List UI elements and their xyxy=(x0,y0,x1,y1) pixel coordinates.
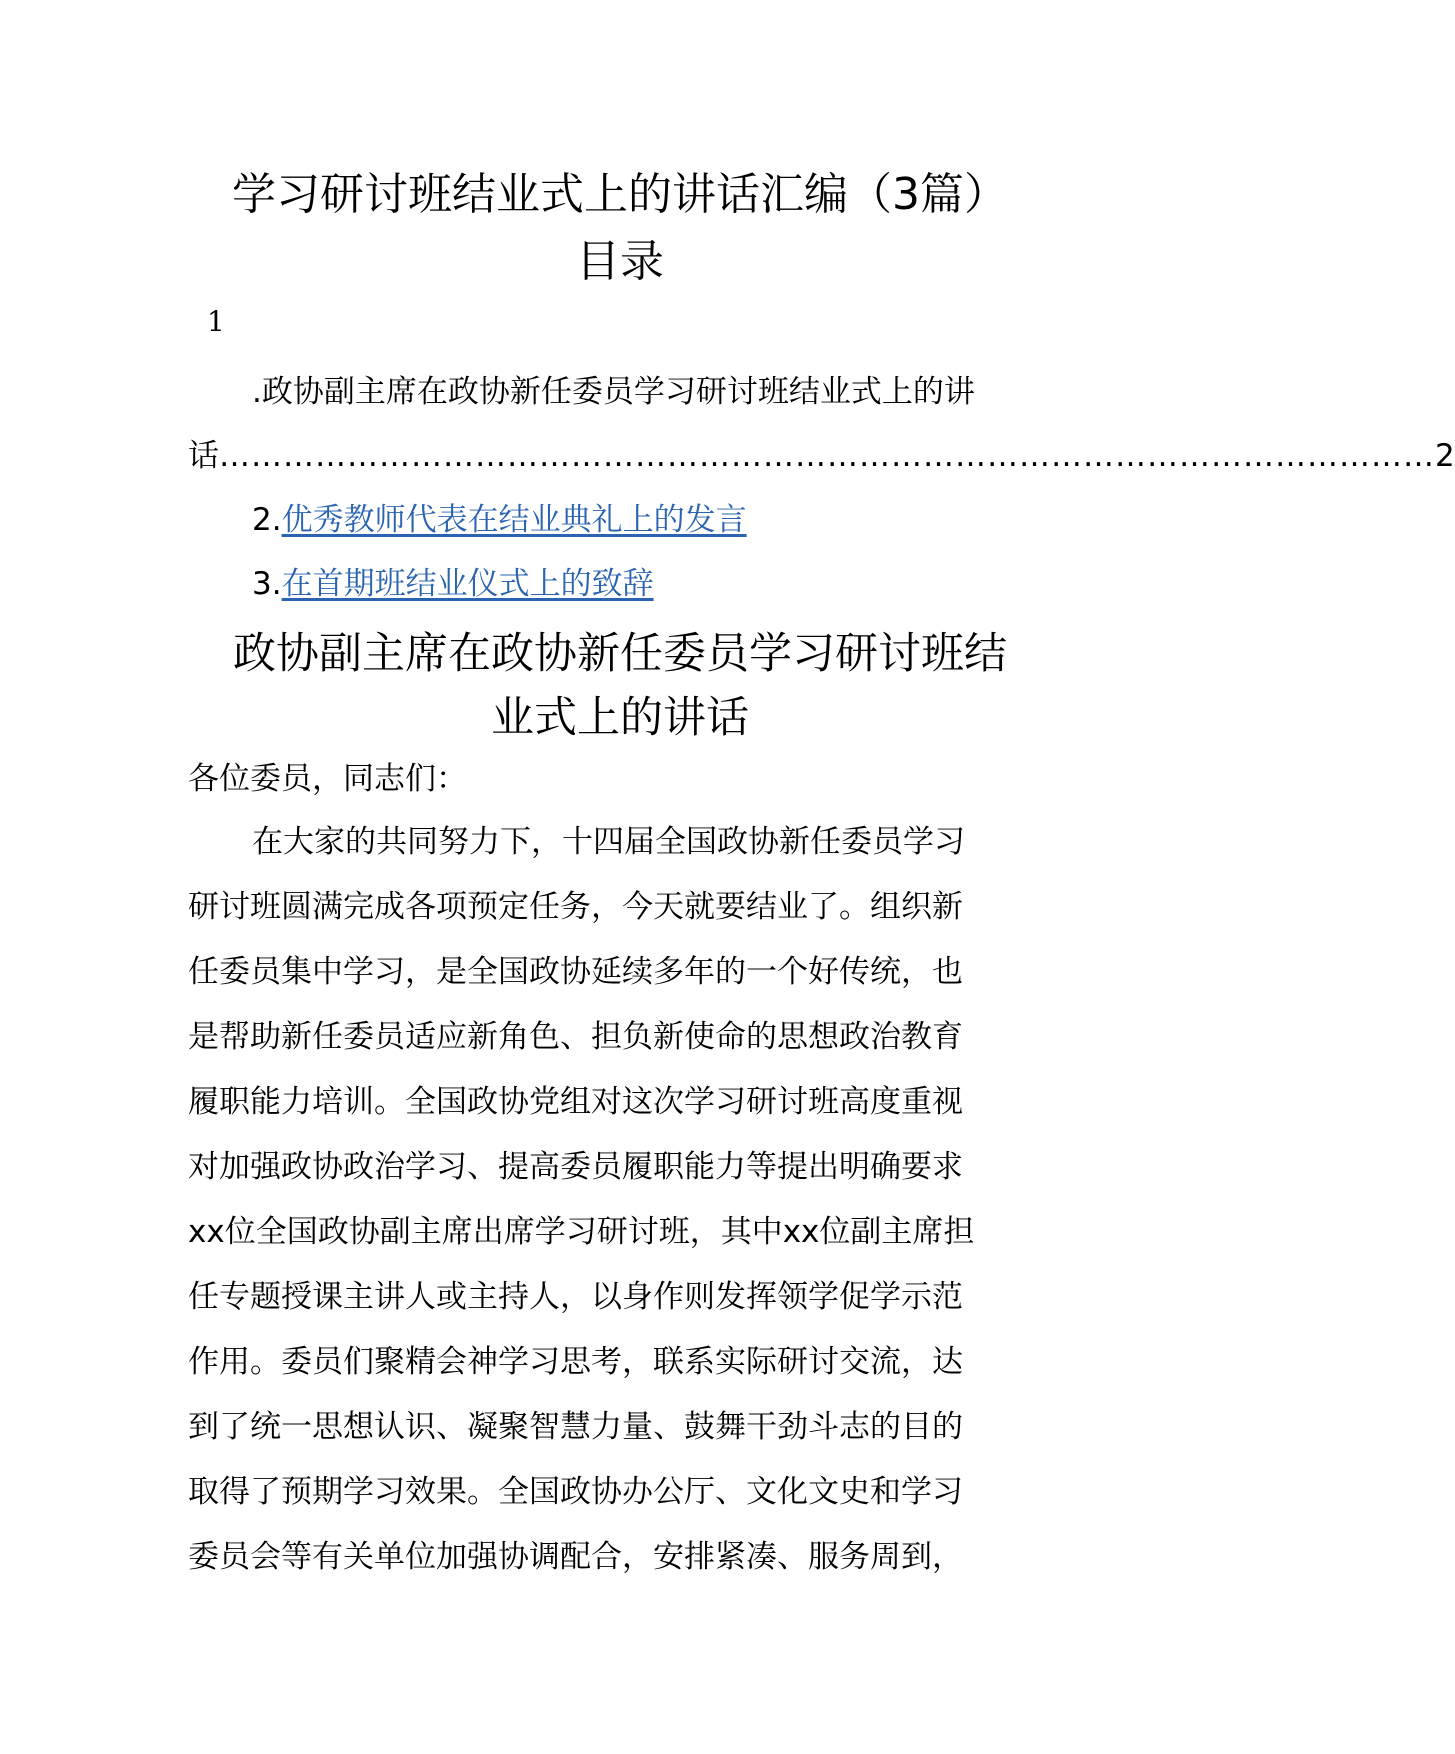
body-line: 任委员集中学习，是全国政协延续多年的一个好传统，也 xyxy=(188,954,963,990)
toc-item-2 xyxy=(252,498,747,542)
section-title-continued: 业式上的讲话 xyxy=(491,693,749,743)
toc-item-2-link[interactable]: 优秀教师代表在结业典礼上的发言 xyxy=(281,502,747,538)
toc-item-1-text-end: 话 xyxy=(188,438,219,474)
body-line: 任专题授课主讲人或主持人，以身作则发挥领学促学示范 xyxy=(188,1279,963,1315)
body-line: 对加强政协政治学习、提高委员履职能力等提出明确要求 xyxy=(188,1149,963,1185)
toc-item-3-link[interactable]: 在首期班结业仪式上的致辞 xyxy=(281,566,654,602)
toc-heading: 目录 xyxy=(576,236,664,287)
toc-item-1-page: 2 xyxy=(1435,438,1455,474)
toc-item-3 xyxy=(252,562,654,606)
toc-item-2-prefix: 2. xyxy=(252,502,282,538)
toc-item-1-text[interactable]: .政协副主席在政协新任委员学习研讨班结业式上的讲 xyxy=(252,374,975,410)
toc-item-1-continuation[interactable] xyxy=(188,434,1455,478)
document-title: 学习研讨班结业式上的讲话汇编（3篇） xyxy=(232,169,1008,220)
toc-item-3-prefix: 3. xyxy=(252,566,282,602)
toc-item-1-number: 1 xyxy=(207,305,225,338)
body-line: 履职能力培训。全国政协党组对这次学习研讨班高度重视 xyxy=(188,1084,963,1120)
body-line: 委员会等有关单位加强协调配合，安排紧凑、服务周到， xyxy=(188,1539,963,1575)
salutation: 各位委员，同志们： xyxy=(188,761,467,797)
section-title: 政协副主席在政协新任委员学习研讨班结 xyxy=(233,629,1007,679)
body-line: 在大家的共同努力下，十四届全国政协新任委员学习 xyxy=(252,824,965,860)
body-line: 研讨班圆满完成各项预定任务，今天就要结业了。组织新 xyxy=(188,889,963,925)
body-line: xx位全国政协副主席出席学习研讨班，其中xx位副主席担 xyxy=(188,1214,975,1250)
body-line: 到了统一思想认识、凝聚智慧力量、鼓舞干劲斗志的目的 xyxy=(188,1409,963,1445)
body-paragraph xyxy=(188,820,1054,1600)
body-line: 是帮助新任委员适应新角色、担负新使命的思想政治教育 xyxy=(188,1019,963,1055)
body-line: 作用。委员们聚精会神学习思考，联系实际研讨交流，达 xyxy=(188,1344,963,1380)
body-line: 取得了预期学习效果。全国政协办公厅、文化文史和学习 xyxy=(188,1474,963,1510)
toc-dot-leader: …………………………………………………………………………………………………… xyxy=(219,438,1435,474)
